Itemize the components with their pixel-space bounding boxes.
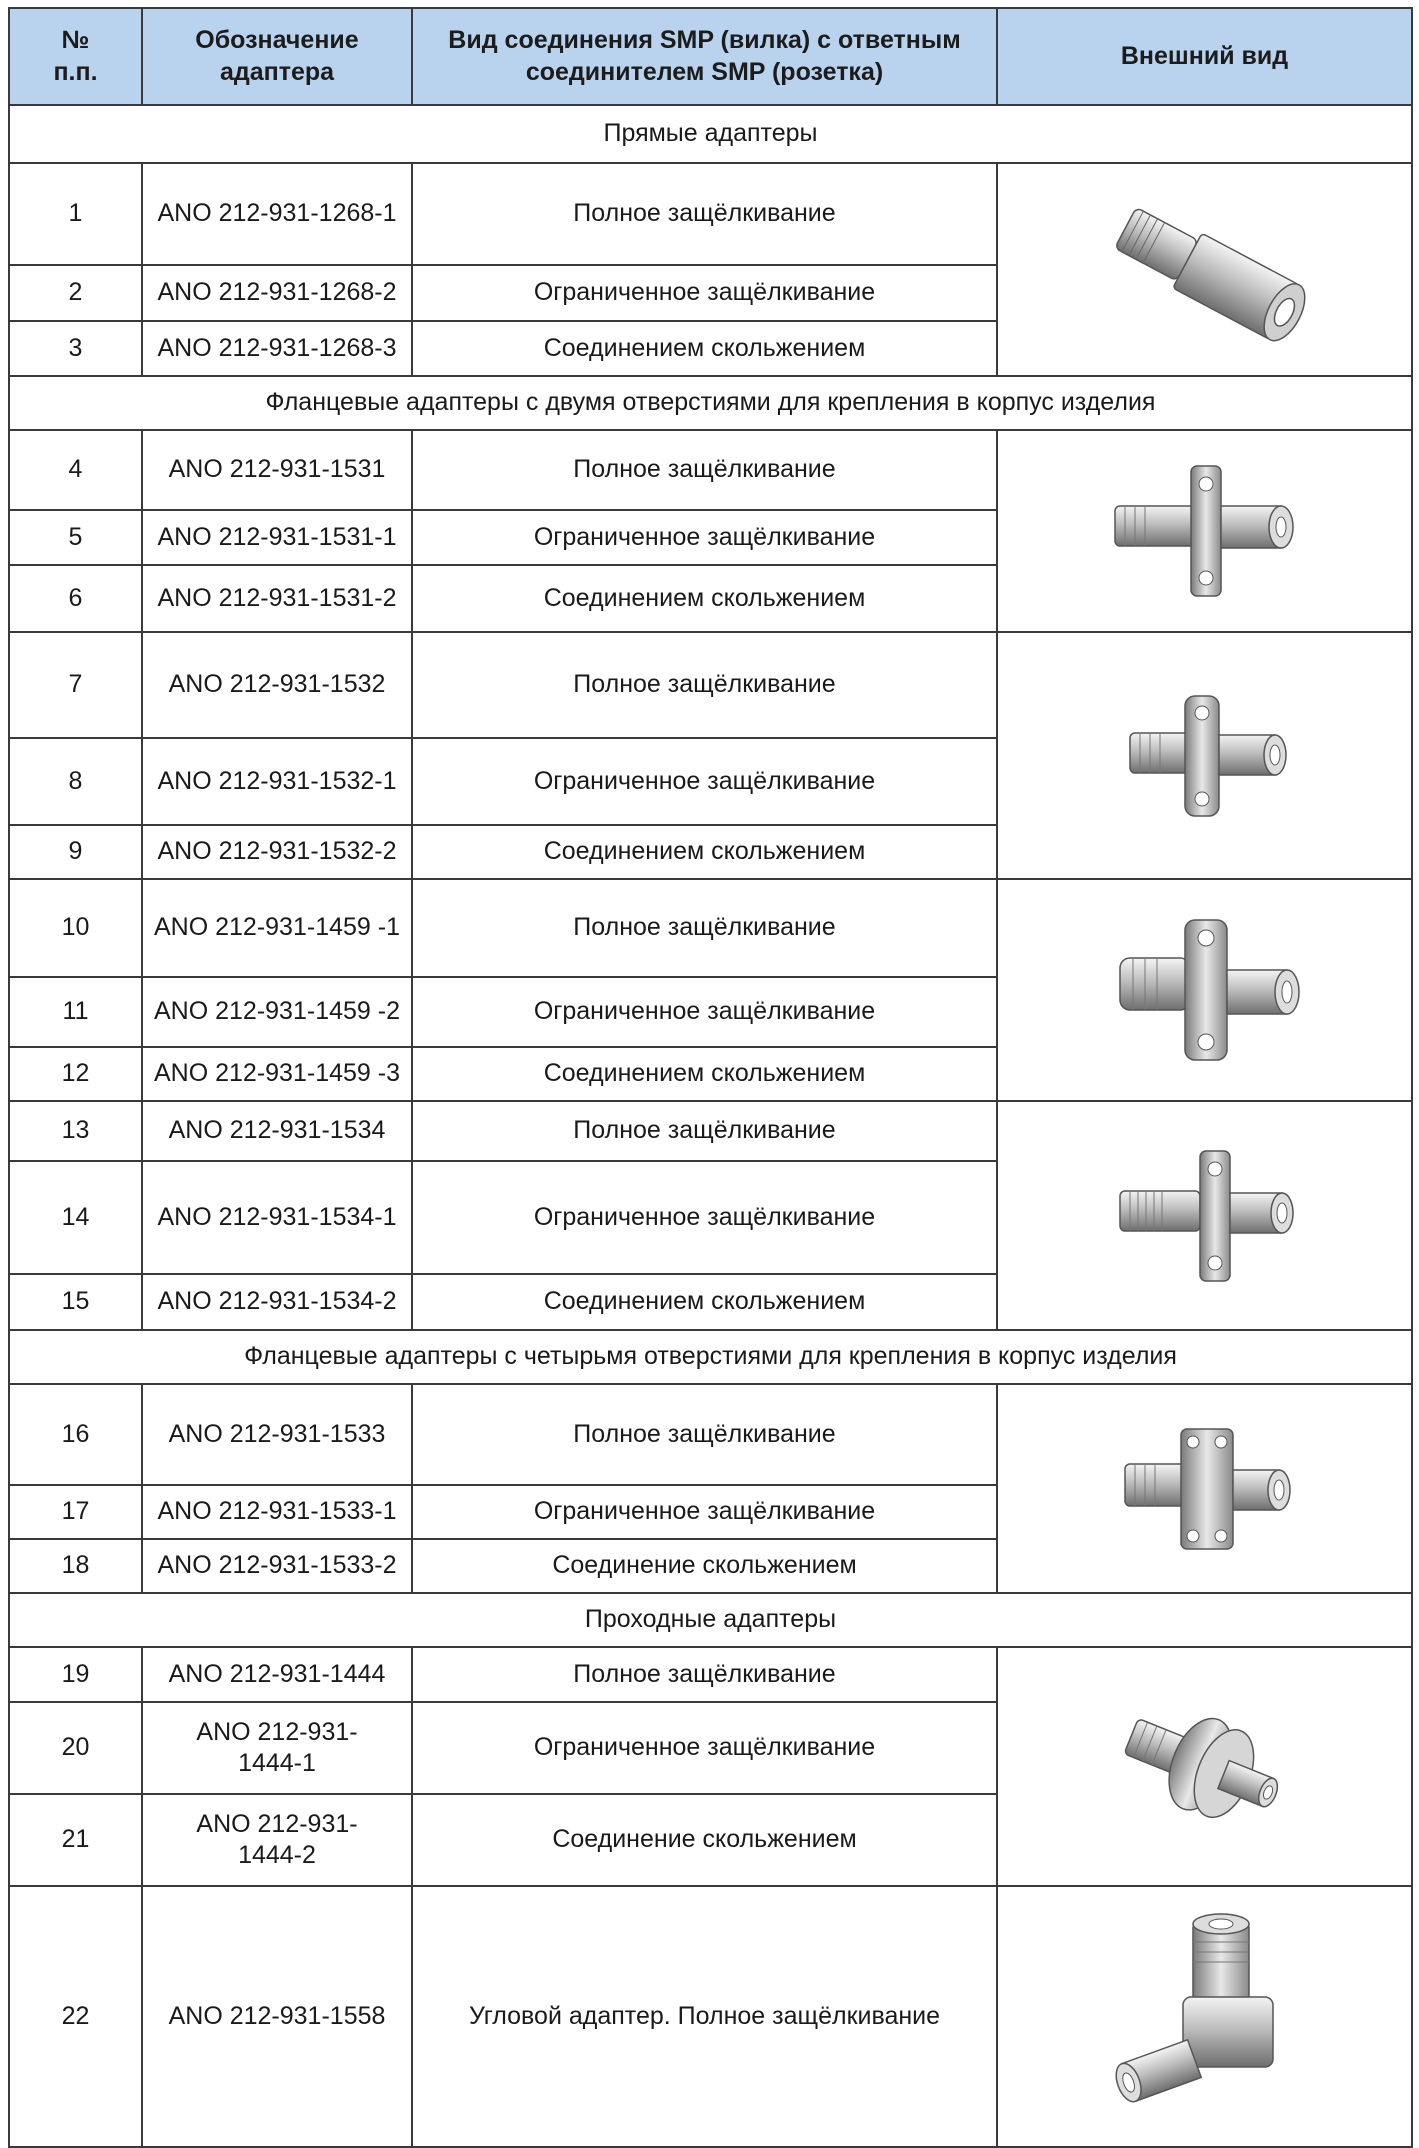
row-number: 15 [9,1274,142,1330]
row-connection: Ограниченное защёлкивание [412,1161,997,1274]
row-designation: ANO 212-931-1532-2 [142,825,412,879]
table-row [9,430,1412,510]
row-connection: Ограниченное защёлкивание [412,977,997,1047]
row-number: 16 [9,1384,142,1485]
row-designation: ANO 212-931-1533 [142,1384,412,1485]
two-hole-flange-adapter-wide-image [997,879,1412,1101]
row-number: 1 [9,163,142,265]
row-designation: ANO 212-931-1531-1 [142,510,412,565]
header-connection-type: Вид соединения SMP (вилка) с ответным соединителем SMP (розетка) [412,8,997,105]
row-connection: Полное защёлкивание [412,1384,997,1485]
row-connection: Полное защёлкивание [412,430,997,510]
row-designation: ANO 212-931-1459 -1 [142,879,412,977]
two-hole-flange-adapter-short-image [997,632,1412,879]
row-number: 13 [9,1101,142,1161]
row-connection: Соединение скольжением [412,1539,997,1593]
row-number: 22 [9,1886,142,2147]
row-number: 4 [9,430,142,510]
row-designation: ANO 212-931-1534-1 [142,1161,412,1274]
table-row [9,1101,1412,1161]
right-angle-adapter-image [997,1886,1412,2147]
row-number: 9 [9,825,142,879]
header-number: № п.п. [9,8,142,105]
row-designation: ANO 212-931-1531-2 [142,565,412,632]
row-designation: ANO 212-931-1268-3 [142,321,412,376]
two-hole-flange-adapter-image [997,430,1412,632]
row-connection: Полное защёлкивание [412,1647,997,1702]
header-designation: Обозначение адаптера [142,8,412,105]
row-connection: Соединением скольжением [412,825,997,879]
row-number: 5 [9,510,142,565]
row-designation: ANO 212-931-1558 [142,1886,412,2147]
table-row [9,632,1412,738]
row-number: 20 [9,1702,142,1794]
feedthrough-adapter-image [997,1647,1412,1886]
row-designation: ANO 212-931-1459 -3 [142,1047,412,1101]
row-number: 6 [9,565,142,632]
section-feedthrough-adapters: Проходные адаптеры [9,1593,1412,1647]
row-number: 3 [9,321,142,376]
row-connection: Соединением скольжением [412,321,997,376]
row-number: 12 [9,1047,142,1101]
row-number: 10 [9,879,142,977]
row-number: 8 [9,738,142,825]
row-connection: Соединение скольжением [412,1794,997,1886]
straight-adapter-image [997,163,1412,376]
row-designation: ANO 212-931-1533-2 [142,1539,412,1593]
row-number: 17 [9,1485,142,1539]
row-designation: ANO 212-931- 1444-1 [142,1702,412,1794]
table-row [9,1647,1412,1702]
row-number: 21 [9,1794,142,1886]
row-connection: Угловой адаптер. Полное защёлкивание [412,1886,997,2147]
row-number: 14 [9,1161,142,1274]
two-hole-flange-adapter-long-image [997,1101,1412,1330]
row-designation: ANO 212-931-1444 [142,1647,412,1702]
row-designation: ANO 212-931-1534-2 [142,1274,412,1330]
section-straight-adapters: Прямые адаптеры [9,105,1412,163]
row-number: 11 [9,977,142,1047]
row-connection: Ограниченное защёлкивание [412,738,997,825]
row-connection: Полное защёлкивание [412,632,997,738]
row-designation: ANO 212-931-1534 [142,1101,412,1161]
row-connection: Полное защёлкивание [412,1101,997,1161]
four-hole-flange-adapter-image [997,1384,1412,1593]
row-connection: Соединением скольжением [412,565,997,632]
row-connection: Соединением скольжением [412,1047,997,1101]
row-designation: ANO 212-931-1532-1 [142,738,412,825]
section-four-hole-flange: Фланцевые адаптеры с четырьмя отверстиями для крепления в корпус изделия [9,1330,1412,1384]
row-designation: ANO 212-931-1268-2 [142,265,412,321]
row-connection: Полное защёлкивание [412,163,997,265]
row-number: 2 [9,265,142,321]
row-connection: Ограниченное защёлкивание [412,1485,997,1539]
adapters-table [8,7,1413,2148]
table-row [9,879,1412,977]
row-number: 18 [9,1539,142,1593]
table-row [9,1384,1412,1485]
row-connection: Соединением скольжением [412,1274,997,1330]
row-number: 19 [9,1647,142,1702]
row-connection: Ограниченное защёлкивание [412,510,997,565]
row-connection: Ограниченное защёлкивание [412,265,997,321]
table-header-row [9,8,1412,105]
row-designation: ANO 212-931-1459 -2 [142,977,412,1047]
row-designation: ANO 212-931-1533-1 [142,1485,412,1539]
row-designation: ANO 212-931-1531 [142,430,412,510]
row-connection: Полное защёлкивание [412,879,997,977]
row-designation: ANO 212-931-1268-1 [142,163,412,265]
row-number: 7 [9,632,142,738]
row-designation: ANO 212-931-1532 [142,632,412,738]
header-appearance: Внешний вид [997,8,1412,105]
row-connection: Ограниченное защёлкивание [412,1702,997,1794]
table-row [9,163,1412,265]
section-two-hole-flange: Фланцевые адаптеры с двумя отверстиями для крепления в корпус изделия [9,376,1412,430]
table-row [9,1886,1412,2147]
row-designation: ANO 212-931- 1444-2 [142,1794,412,1886]
